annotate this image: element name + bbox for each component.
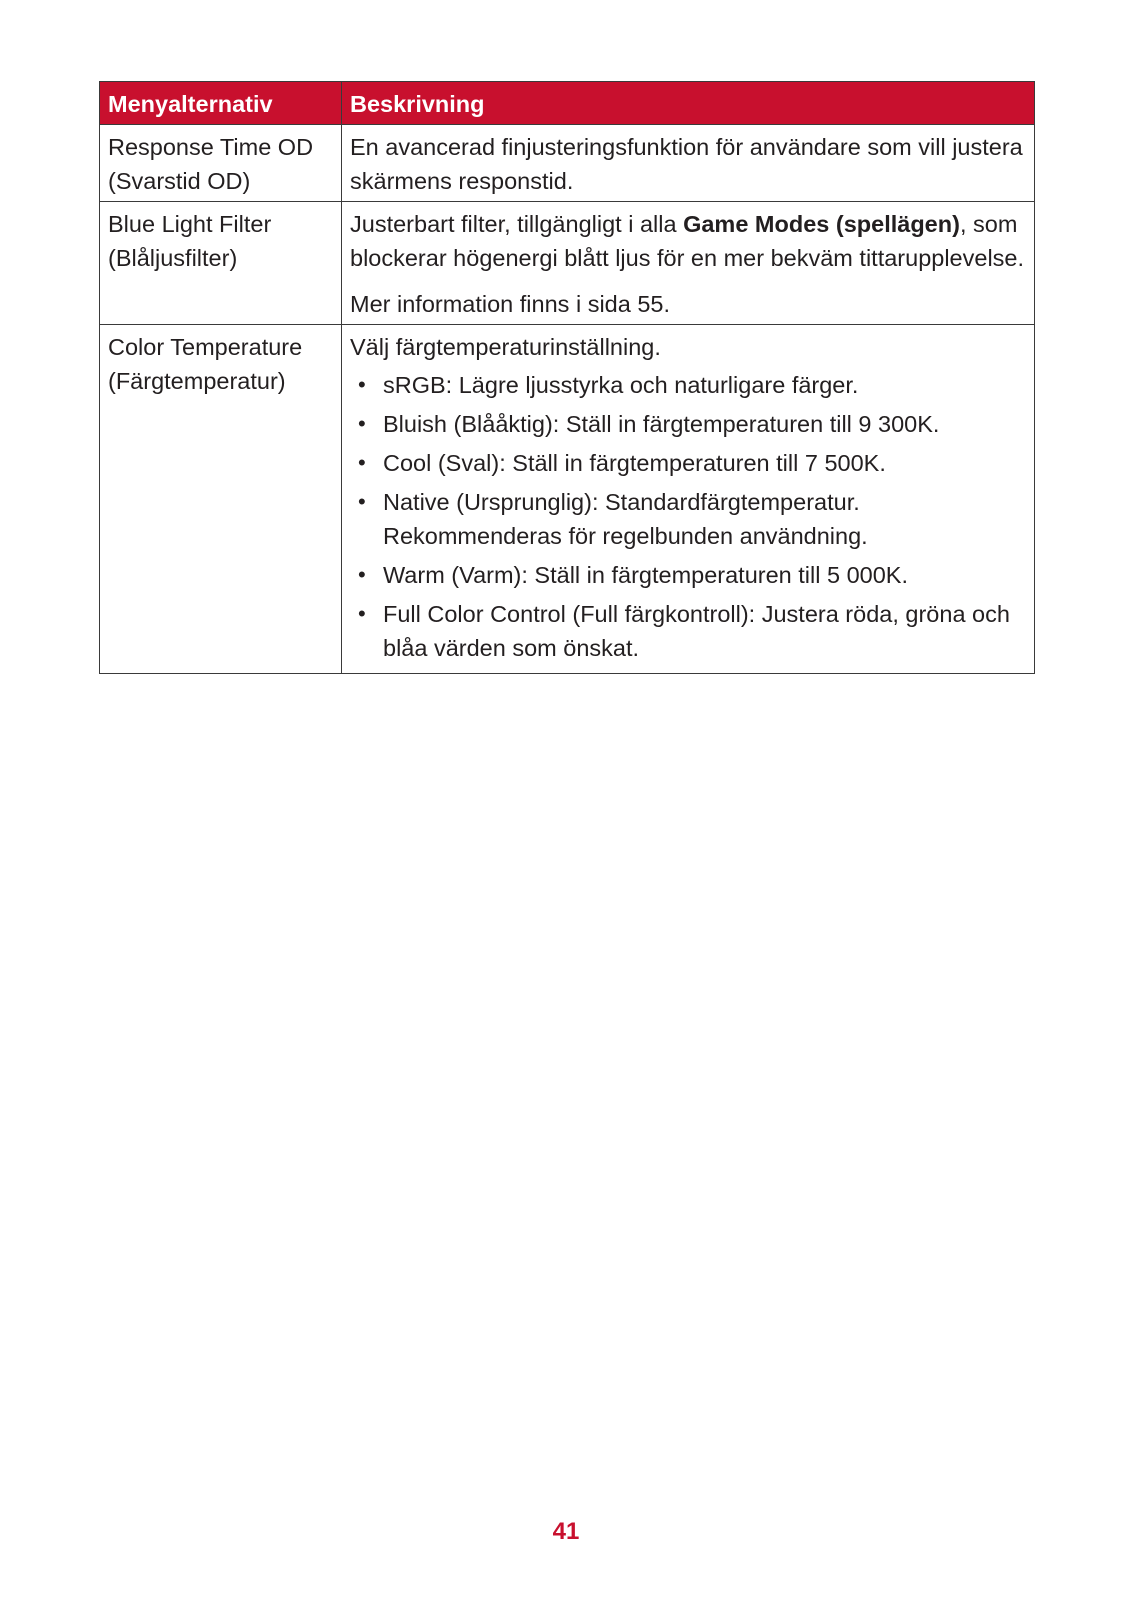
list-item: • Bluish (Blååktig): Ställ in färgtemperaturen till 9 300K.	[350, 407, 1026, 441]
menu-item-translation: (Blåljusfilter)	[108, 245, 238, 271]
description-text: En avancerad finjusteringsfunktion för användare som vill justera skärmens responstid.	[350, 134, 1023, 194]
table-row-blue-light-filter	[100, 202, 1035, 325]
table-row-color-temperature	[100, 325, 1035, 674]
menu-options-table	[99, 81, 1035, 674]
bullet-icon: •	[358, 411, 366, 436]
list-item: • sRGB: Lägre ljusstyrka och naturligare färger.	[350, 368, 1026, 402]
menu-item-name: Color Temperature	[108, 334, 303, 360]
bullet-icon: •	[358, 450, 366, 475]
list-item: • Full Color Control (Full färgkontroll): Justera röda, gröna och blåa värden som önskat.	[350, 597, 1026, 665]
color-temperature-options-list	[350, 368, 1026, 665]
table-row-response-time	[100, 125, 1035, 202]
more-info-note: Mer information finns i sida 55.	[350, 291, 671, 317]
menu-item-cell	[100, 325, 342, 674]
bullet-icon: •	[358, 601, 366, 626]
game-modes-emphasis: Game Modes (spellägen)	[683, 211, 960, 237]
menu-item-cell	[100, 202, 342, 325]
table-header-row	[100, 82, 1035, 125]
header-menu-option: Menyalternativ	[100, 82, 342, 125]
menu-item-name: Blue Light Filter	[108, 211, 272, 237]
page-number: 41	[552, 1518, 580, 1545]
description-text: Välj färgtemperaturinställning.	[350, 334, 661, 360]
description-text	[350, 207, 1026, 275]
header-description: Beskrivning	[342, 82, 1035, 125]
list-item: • Warm (Varm): Ställ in färgtemperaturen till 5 000K.	[350, 558, 1026, 592]
list-item: • Cool (Sval): Ställ in färgtemperaturen till 7 500K.	[350, 446, 1026, 480]
list-item: • Native (Ursprunglig): Standardfärgtemperatur. Rekommenderas för regelbunden användning.	[350, 485, 1026, 553]
bullet-icon: •	[358, 372, 366, 397]
bullet-icon: •	[358, 562, 366, 587]
bullet-icon: •	[358, 489, 366, 514]
menu-item-name: Response Time OD	[108, 134, 314, 160]
menu-item-cell	[100, 125, 342, 202]
description-cell	[342, 202, 1035, 325]
menu-item-translation: (Svarstid OD)	[108, 168, 251, 194]
description-text-end: , som blockerar högenergi blått ljus för en mer bekväm tittarupplevelse.	[350, 211, 1025, 271]
description-cell	[342, 125, 1035, 202]
menu-item-translation: (Färgtemperatur)	[108, 368, 286, 394]
description-cell	[342, 325, 1035, 674]
description-text-start: Justerbart filter, tillgängligt i alla	[350, 211, 684, 237]
